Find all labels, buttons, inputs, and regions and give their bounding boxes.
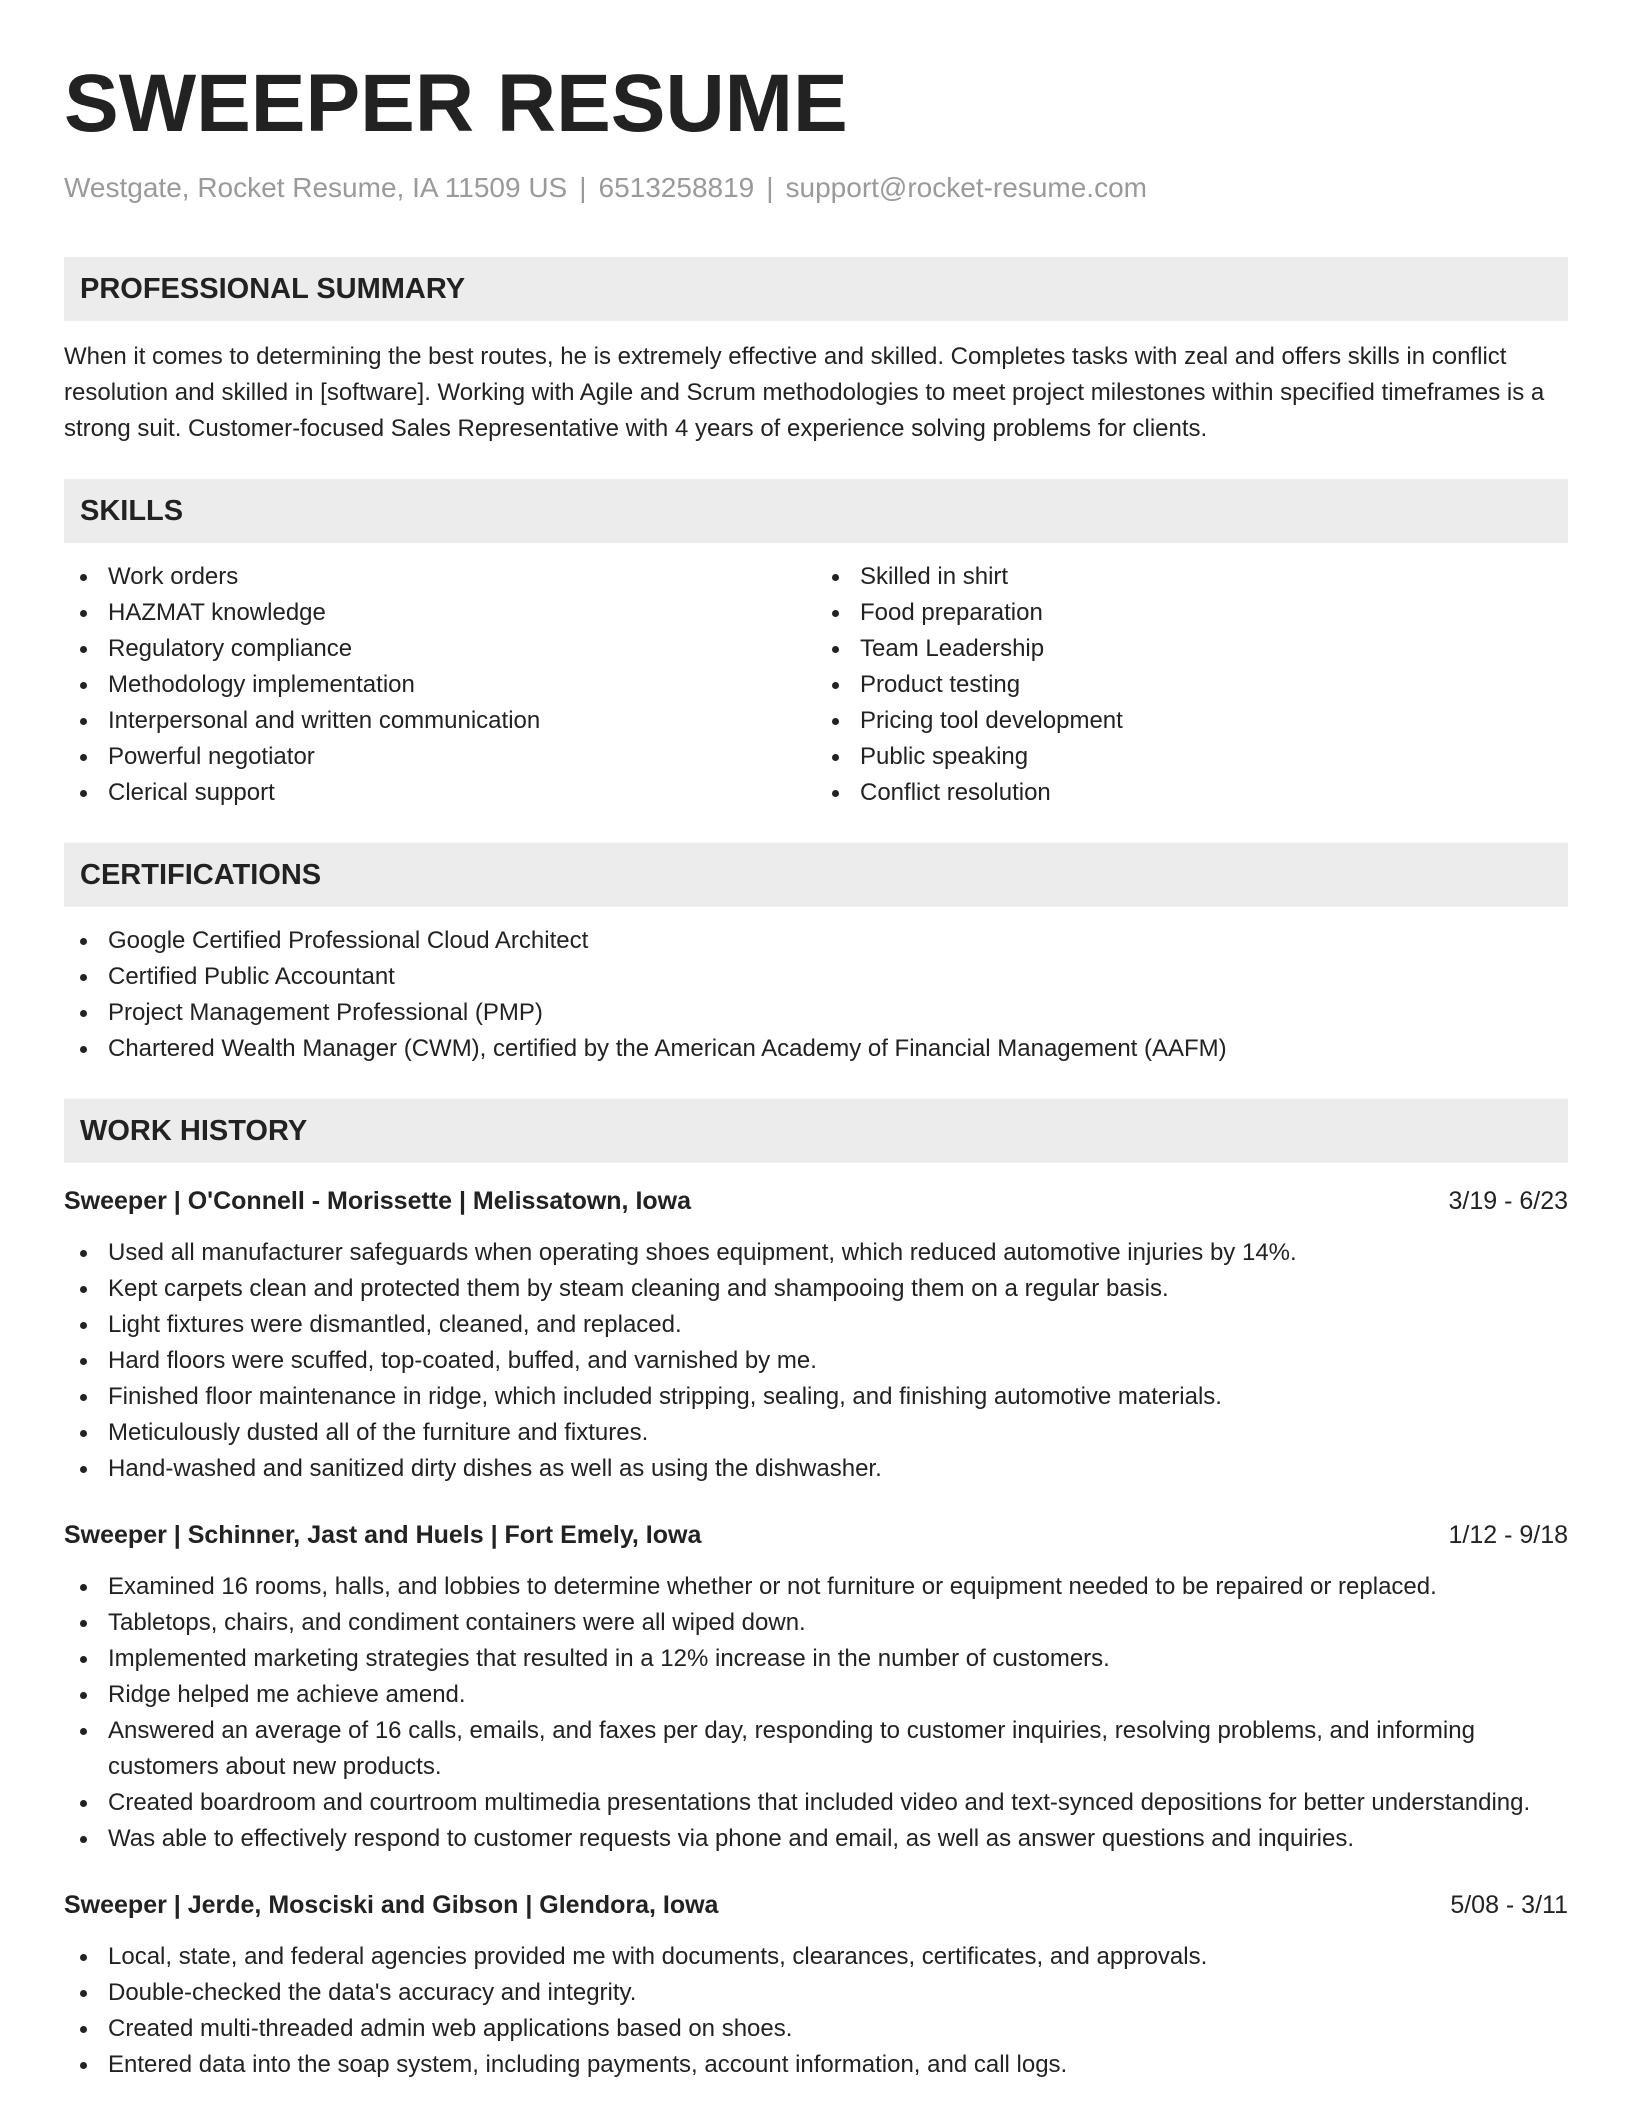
skill-item: Team Leadership — [816, 631, 1568, 667]
contact-phone: 6513258819 — [598, 172, 755, 203]
skill-item: Interpersonal and written communication — [64, 703, 816, 739]
skill-item: Skilled in shirt — [816, 559, 1568, 595]
job-bullet: Meticulously dusted all of the furniture and fixtures. — [64, 1415, 1568, 1451]
job-title: Sweeper | Schinner, Jast and Huels | Fort Emely, Iowa — [64, 1521, 702, 1549]
skill-item: Methodology implementation — [64, 667, 816, 703]
skills-column-right — [816, 559, 1568, 811]
job-bullet: Finished floor maintenance in ridge, which included stripping, sealing, and finishing automotive materials. — [64, 1379, 1568, 1415]
skill-item: Food preparation — [816, 595, 1568, 631]
job-bullets — [64, 1939, 1568, 2083]
job-bullet: Answered an average of 16 calls, emails, and faxes per day, responding to customer inquiries, resolving problems, and informing customers about new products. — [64, 1713, 1568, 1785]
job-bullet: Light fixtures were dismantled, cleaned, and replaced. — [64, 1307, 1568, 1343]
certification-item: Chartered Wealth Manager (CWM), certified by the American Academy of Financial Management (AAFM) — [64, 1031, 1568, 1067]
skills-section — [64, 479, 1568, 811]
summary-section — [64, 257, 1568, 447]
job-bullet: Entered data into the soap system, including payments, account information, and call logs. — [64, 2047, 1568, 2083]
contact-email[interactable]: support@rocket-resume.com — [785, 172, 1147, 203]
job-bullet: Kept carpets clean and protected them by steam cleaning and shampooing them on a regular basis. — [64, 1271, 1568, 1307]
job-bullets — [64, 1569, 1568, 1857]
job-entry — [64, 1183, 1568, 1487]
contact-line — [64, 170, 1568, 206]
job-title: Sweeper | O'Connell - Morissette | Melissatown, Iowa — [64, 1187, 692, 1215]
skill-item: Regulatory compliance — [64, 631, 816, 667]
job-bullet: Ridge helped me achieve amend. — [64, 1677, 1568, 1713]
skill-item: Clerical support — [64, 775, 816, 811]
job-dates: 3/19 - 6/23 — [1448, 1187, 1568, 1215]
certification-item: Google Certified Professional Cloud Architect — [64, 923, 1568, 959]
job-bullet: Implemented marketing strategies that resulted in a 12% increase in the number of customers. — [64, 1641, 1568, 1677]
skill-item: Powerful negotiator — [64, 739, 816, 775]
job-bullet: Was able to effectively respond to customer requests via phone and email, as well as answer questions and inquiries. — [64, 1821, 1568, 1857]
job-bullets — [64, 1235, 1568, 1487]
skill-item: Pricing tool development — [816, 703, 1568, 739]
skill-item: Product testing — [816, 667, 1568, 703]
certifications-heading: CERTIFICATIONS — [64, 843, 1568, 907]
job-bullet: Used all manufacturer safeguards when operating shoes equipment, which reduced automotive injuries by 14%. — [64, 1235, 1568, 1271]
job-dates: 5/08 - 3/11 — [1450, 1891, 1568, 1919]
work-history-section — [64, 1099, 1568, 2083]
contact-address: Westgate, Rocket Resume, IA 11509 US — [64, 172, 568, 203]
job-bullet: Tabletops, chairs, and condiment containers were all wiped down. — [64, 1605, 1568, 1641]
job-dates: 1/12 - 9/18 — [1448, 1521, 1568, 1549]
job-entry — [64, 1517, 1568, 1857]
job-header — [64, 1887, 1568, 1923]
skill-item: Work orders — [64, 559, 816, 595]
certifications-list — [64, 923, 1568, 1067]
certification-item: Certified Public Accountant — [64, 959, 1568, 995]
certifications-section — [64, 843, 1568, 1067]
job-bullet: Created boardroom and courtroom multimedia presentations that included video and text-synced depositions for better understanding. — [64, 1785, 1568, 1821]
skills-heading: SKILLS — [64, 479, 1568, 543]
job-bullet: Local, state, and federal agencies provided me with documents, clearances, certificates, and approvals. — [64, 1939, 1568, 1975]
skills-grid — [64, 559, 1568, 811]
job-bullet: Hand-washed and sanitized dirty dishes as well as using the dishwasher. — [64, 1451, 1568, 1487]
skill-item: Public speaking — [816, 739, 1568, 775]
skills-column-left — [64, 559, 816, 811]
summary-text: When it comes to determining the best routes, he is extremely effective and skilled. Completes tasks with zeal and offers skills in conflict resolution and skilled in [software]. Working with Agile and Scrum methodologies to meet project milestones within specified timeframes is a strong suit. Customer-focused Sales Representative with 4 years of experience solving problems for clients. — [64, 343, 1545, 442]
job-title: Sweeper | Jerde, Mosciski and Gibson | Glendora, Iowa — [64, 1891, 719, 1919]
skill-item: Conflict resolution — [816, 775, 1568, 811]
job-bullet: Examined 16 rooms, halls, and lobbies to determine whether or not furniture or equipment needed to be repaired or replaced. — [64, 1569, 1568, 1605]
resume-title: SWEEPER RESUME — [64, 58, 848, 149]
job-header — [64, 1517, 1568, 1553]
skill-item: HAZMAT knowledge — [64, 595, 816, 631]
job-entry — [64, 1887, 1568, 2083]
job-bullet: Created multi-threaded admin web applications based on shoes. — [64, 2011, 1568, 2047]
contact-separator: | — [766, 172, 774, 203]
summary-heading: PROFESSIONAL SUMMARY — [64, 257, 1568, 321]
job-bullet: Double-checked the data's accuracy and integrity. — [64, 1975, 1568, 2011]
contact-separator: | — [579, 172, 587, 203]
certification-item: Project Management Professional (PMP) — [64, 995, 1568, 1031]
job-header — [64, 1183, 1568, 1219]
job-bullet: Hard floors were scuffed, top-coated, buffed, and varnished by me. — [64, 1343, 1568, 1379]
work-history-heading: WORK HISTORY — [64, 1099, 1568, 1163]
